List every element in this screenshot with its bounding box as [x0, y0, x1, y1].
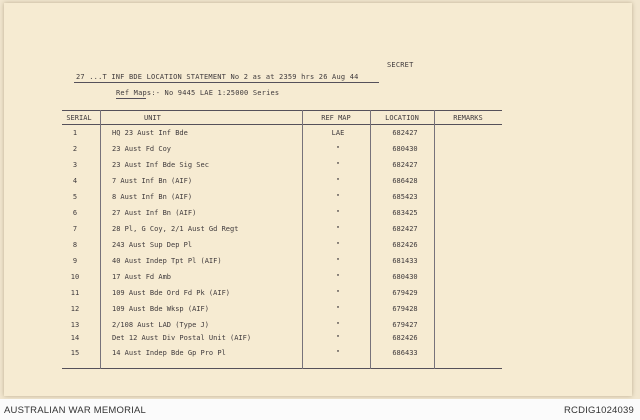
- location-cell: 685423: [392, 193, 418, 201]
- title-underline: [74, 82, 379, 83]
- ref-map-cell: ": [335, 161, 341, 169]
- location-cell: 681433: [392, 257, 418, 265]
- unit-cell: 40 Aust Indep Tpt Pl (AIF): [112, 257, 222, 265]
- unit-cell: 23 Aust Inf Bde Sig Sec: [112, 161, 209, 169]
- ref-maps-underline: [116, 98, 146, 99]
- ref-map-cell: LAE: [331, 129, 345, 137]
- ref-map-cell: ": [335, 334, 341, 342]
- table-bottom-rule: [62, 368, 502, 369]
- header-unit: UNIT: [144, 114, 161, 122]
- unit-cell: 243 Aust Sup Dep Pl: [112, 241, 193, 249]
- unit-cell: 7 Aust Inf Bn (AIF): [112, 177, 193, 185]
- table-row: [62, 289, 502, 303]
- serial-cell: 9: [72, 257, 78, 265]
- ref-maps-line: Ref Maps:- No 9445 LAE 1:25000 Series: [116, 89, 280, 97]
- unit-cell: HQ 23 Aust Inf Bde: [112, 129, 188, 137]
- document-title: 27 ...T INF BDE LOCATION STATEMENT No 2 as at 2359 hrs 26 Aug 44: [76, 73, 359, 81]
- table-row: [62, 225, 502, 239]
- header-remarks: REMARKS: [453, 114, 483, 122]
- table-header-rule: [62, 124, 502, 125]
- ref-map-cell: ": [335, 225, 341, 233]
- ref-map-cell: ": [335, 145, 341, 153]
- unit-cell: 109 Aust Bde Wksp (AIF): [112, 305, 209, 313]
- unit-cell: 27 Aust Inf Bn (AIF): [112, 209, 197, 217]
- table-row: [62, 349, 502, 363]
- archive-footer: [0, 399, 640, 420]
- location-cell: 680430: [392, 273, 418, 281]
- ref-map-cell: ": [335, 209, 341, 217]
- serial-cell: 11: [70, 289, 80, 297]
- ref-map-cell: ": [335, 193, 341, 201]
- location-cell: 679429: [392, 289, 418, 297]
- serial-cell: 10: [70, 273, 80, 281]
- unit-cell: Det 12 Aust Div Postal Unit (AIF): [112, 334, 252, 342]
- location-cell: 680430: [392, 145, 418, 153]
- table-row: [62, 273, 502, 287]
- table-row: [62, 129, 502, 143]
- location-cell: 686428: [392, 177, 418, 185]
- serial-cell: 15: [70, 349, 80, 357]
- serial-cell: 8: [72, 241, 78, 249]
- ref-map-cell: ": [335, 305, 341, 313]
- table-row: [62, 145, 502, 159]
- location-cell: 683425: [392, 209, 418, 217]
- ref-map-cell: ": [335, 241, 341, 249]
- location-cell: 686433: [392, 349, 418, 357]
- ref-map-cell: ": [335, 289, 341, 297]
- header-ref-map: REF MAP: [321, 114, 351, 122]
- ref-map-cell: ": [335, 177, 341, 185]
- unit-cell: 109 Aust Bde Ord Fd Pk (AIF): [112, 289, 231, 297]
- table-row: [62, 177, 502, 191]
- footer-record-id: RCDIG1024039: [564, 405, 634, 416]
- serial-cell: 13: [70, 321, 80, 329]
- serial-cell: 4: [72, 177, 78, 185]
- ref-map-cell: ": [335, 257, 341, 265]
- unit-cell: 2/108 Aust LAD (Type J): [112, 321, 209, 329]
- location-cell: 679428: [392, 305, 418, 313]
- table-row: [62, 305, 502, 319]
- serial-cell: 14: [70, 334, 80, 342]
- ref-map-cell: ": [335, 349, 341, 357]
- location-cell: 682426: [392, 241, 418, 249]
- serial-cell: 3: [72, 161, 78, 169]
- table-row: [62, 209, 502, 223]
- unit-cell: 23 Aust Fd Coy: [112, 145, 172, 153]
- secret-mark: SECRET: [387, 61, 414, 69]
- table-row: [62, 193, 502, 207]
- table-row: [62, 241, 502, 255]
- unit-cell: 14 Aust Indep Bde Gp Pro Pl: [112, 349, 226, 357]
- table-row: [62, 334, 502, 348]
- table-top-rule: [62, 110, 502, 111]
- ref-map-cell: ": [335, 273, 341, 281]
- unit-cell: 28 Pl, G Coy, 2/1 Aust Gd Regt: [112, 225, 239, 233]
- serial-cell: 2: [72, 145, 78, 153]
- ref-map-cell: ": [335, 321, 341, 329]
- location-cell: 682426: [392, 334, 418, 342]
- location-cell: 682427: [392, 161, 418, 169]
- location-cell: 682427: [392, 129, 418, 137]
- unit-cell: 17 Aust Fd Amb: [112, 273, 172, 281]
- table-row: [62, 257, 502, 271]
- table-row: [62, 161, 502, 175]
- serial-cell: 12: [70, 305, 80, 313]
- serial-cell: 5: [72, 193, 78, 201]
- unit-cell: 8 Aust Inf Bn (AIF): [112, 193, 193, 201]
- location-cell: 679427: [392, 321, 418, 329]
- location-cell: 682427: [392, 225, 418, 233]
- serial-cell: 6: [72, 209, 78, 217]
- document-sheet: [4, 3, 632, 396]
- table-row: [62, 321, 502, 335]
- header-location: LOCATION: [385, 114, 419, 122]
- serial-cell: 1: [72, 129, 78, 137]
- footer-institution: AUSTRALIAN WAR MEMORIAL: [4, 405, 147, 416]
- header-serial: SERIAL: [66, 114, 92, 122]
- serial-cell: 7: [72, 225, 78, 233]
